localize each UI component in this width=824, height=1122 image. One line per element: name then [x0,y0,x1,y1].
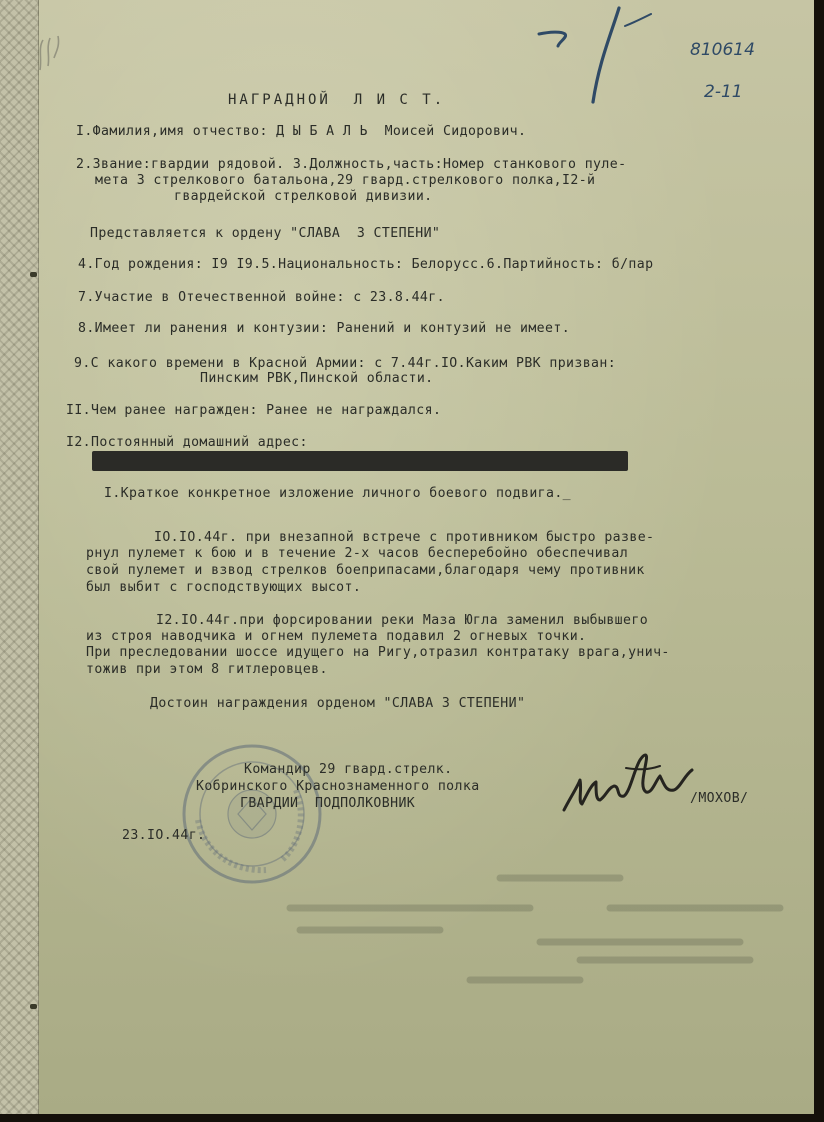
section-heading-feat: I.Краткое конкретное изложение личного боевого подвига._ [104,486,572,501]
field-rank-position-cont: гвардейской стрелковой дивизии. [174,189,433,204]
field-wounds: 8.Имеет ли ранения и контузии: Ранений и контузий не имеет. [78,321,571,336]
commander-signature [556,740,706,822]
feat-paragraph-1: свой пулемет и взвод стрелков боеприпасами,благодаря чему противник [86,563,645,578]
sheet-number: 2-11 [704,82,743,102]
field-full-name: I.Фамилия,имя отчество: Д Ы Б А Л Ь Моисей Сидорович. [76,124,527,139]
award-recommendation: Достоин награждения орденом "СЛАВА 3 СТЕПЕНИ" [150,696,526,711]
feat-paragraph-2: тожив при этом 8 гитлеровцев. [86,662,328,677]
feat-paragraph-2: из строя наводчика и огнем пулемета подавил 2 огневых точки. [86,629,587,644]
commander-name: /МОХОВ/ [690,791,749,806]
binding-margin [0,0,39,1114]
binding-hole [30,272,37,277]
blue-pencil-mark [535,4,655,106]
feat-paragraph-1: рнул пулемет к бою и в течение 2-х часов бесперебойно обеспечивал [86,546,629,561]
commander-regiment: Кобринского Краснознаменного полка [196,779,480,794]
archive-number: 810614 [690,40,755,60]
field-army-service: 9.С какого времени в Красной Армии: с 7.44г.IO.Каким РВК призван: [74,356,617,371]
feat-paragraph-1: был выбит с господствующих высот. [86,580,362,595]
commander-title: Командир 29 гвард.стрелк. [244,762,453,777]
feat-paragraph-2: I2.IO.44г.при форсировании реки Маза Югла заменил выбывшего [156,613,649,628]
bleed-through-text [280,860,800,1000]
pencil-annotation [34,18,74,76]
field-rank-position: 2.Звание:гвардии рядовой. 3.Должность,часть:Номер станкового пуле- [76,157,627,172]
redacted-address [92,451,628,471]
award-nomination: Представляется к ордену "СЛАВА 3 СТЕПЕНИ" [90,226,441,241]
field-army-service-cont: Пинским РВК,Пинской области. [200,371,434,386]
field-prior-awards: II.Чем ранее награжден: Ранее не награждался. [66,403,442,418]
field-birth-nationality-party: 4.Год рождения: I9 I9.5.Национальность: Белорусс.6.Партийность: б/пар [78,257,654,272]
document-title: НАГРАДНОЙ Л И С Т. [228,92,446,108]
binding-hole [30,1004,37,1009]
feat-paragraph-1: IO.IO.44г. при внезапной встрече с противником быстро разве- [154,530,655,545]
field-home-address: I2.Постоянный домашний адрес: [66,435,308,450]
field-war-participation: 7.Участие в Отечественной войне: с 23.8.44г. [78,290,445,305]
field-rank-position-cont: мета 3 стрелкового батальона,29 гвард.стрелкового полка,I2-й [95,173,596,188]
commander-rank: ГВАРДИИ ПОДПОЛКОВНИК [240,796,416,811]
feat-paragraph-2: При преследовании шоссе идущего на Ригу,отразил контратаку врага,унич- [86,645,670,660]
document-date: 23.IO.44г. [122,828,206,843]
